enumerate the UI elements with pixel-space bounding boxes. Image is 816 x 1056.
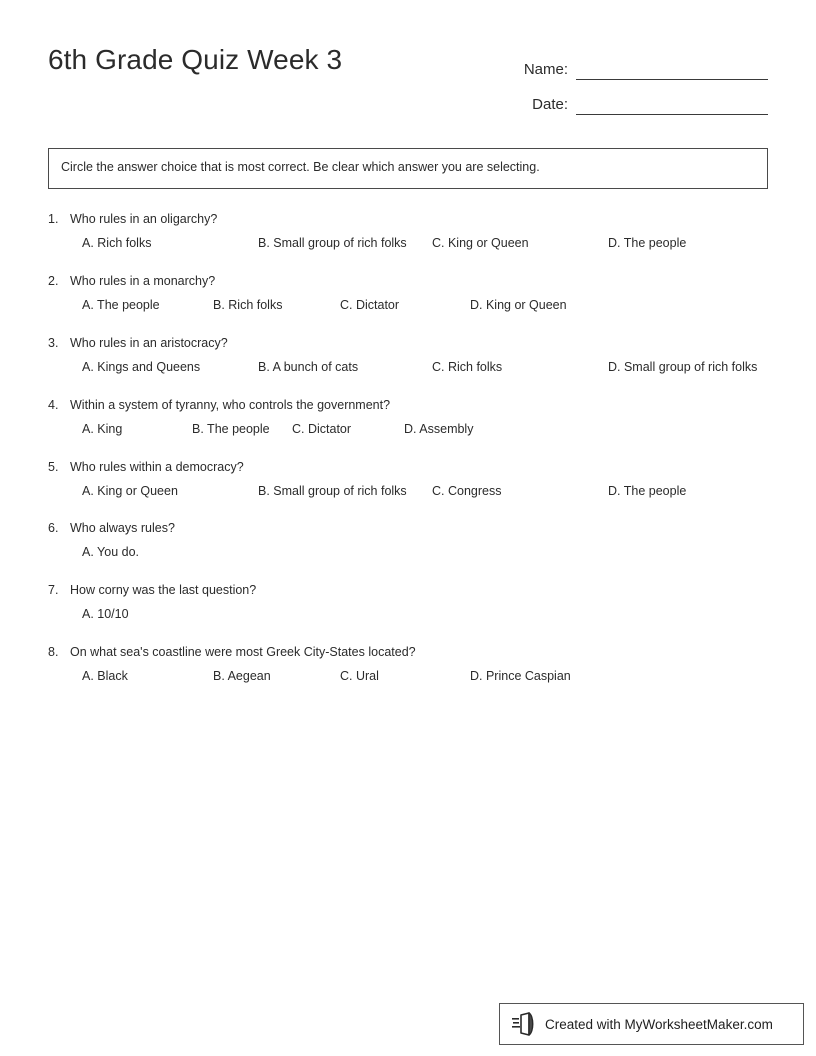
answer-options [48,606,778,623]
answer-option-label: D. King or Queen [470,297,567,312]
answer-option[interactable] [608,235,768,252]
answer-option-label: B. Small group of rich folks [258,483,407,498]
answer-option-label: A. 10/10 [82,607,129,622]
answer-option[interactable] [470,668,630,685]
answer-option[interactable] [432,235,608,252]
answer-option[interactable] [192,421,292,438]
answer-option-label: D. Small group of rich folks [608,359,758,374]
question-item [48,645,778,685]
question-number: 2. [48,273,59,288]
answer-options [48,421,778,438]
answer-options [48,297,778,314]
answer-option[interactable] [470,297,630,314]
question-text: Who rules in an oligarchy? [70,212,218,226]
answer-option[interactable] [213,297,340,314]
answer-option[interactable] [608,483,768,500]
answer-option[interactable] [258,359,432,376]
question-item [48,336,778,376]
question-item [48,460,778,500]
question-number: 3. [48,335,59,350]
answer-option-label: A. King [82,421,123,436]
question-prompt [48,583,778,597]
answer-option-label: A. The people [82,297,160,312]
instructions-box: Circle the answer choice that is most correct. Be clear which answer you are selecting. [48,148,768,189]
question-number: 8. [48,645,59,660]
answer-options [48,359,778,376]
answer-option[interactable] [82,606,322,623]
answer-option[interactable] [82,421,192,438]
question-text: Who rules within a democracy? [70,459,244,474]
date-label: Date: [532,96,568,113]
answer-option[interactable] [608,359,768,376]
question-item [48,274,778,314]
question-prompt [48,398,778,412]
question-number: 4. [48,397,59,412]
answer-option[interactable] [213,668,340,685]
answer-option[interactable] [82,359,258,376]
question-text: Who always rules? [70,521,175,536]
answer-option[interactable] [82,483,258,500]
answer-option-label: D. Assembly [404,421,474,436]
answer-option[interactable] [404,421,524,438]
answer-option[interactable] [432,359,608,376]
answer-option-label: C. Ural [340,669,379,684]
answer-option-label: A. Rich folks [82,236,152,250]
question-item [48,212,778,252]
answer-option-label: A. Kings and Queens [82,359,201,374]
answer-option-label: B. Aegean [213,669,271,684]
answer-option-label: C. Rich folks [432,359,503,374]
question-item [48,521,778,561]
question-text: On what sea's coastline were most Greek City-States located? [70,645,416,660]
answer-option-label: C. King or Queen [432,236,529,250]
question-text: Within a system of tyranny, who controls the government? [70,397,391,412]
answer-option[interactable] [340,297,470,314]
answer-option[interactable] [432,483,608,500]
worksheet-header [48,44,768,124]
question-number: 6. [48,521,59,536]
answer-option[interactable] [82,668,213,685]
answer-option[interactable] [292,421,404,438]
question-item [48,583,778,623]
answer-option-label: B. The people [192,421,270,436]
question-number: 1. [48,212,59,226]
footer-badge[interactable] [499,1003,804,1045]
answer-options [48,668,778,685]
name-input-line[interactable] [576,59,768,80]
answer-option[interactable] [340,668,470,685]
question-number: 5. [48,459,59,474]
question-text: How corny was the last question? [70,583,257,598]
answer-option[interactable] [82,544,322,561]
question-number: 7. [48,583,59,598]
answer-option-label: A. King or Queen [82,483,178,498]
question-item [48,398,778,438]
answer-option-label: A. Black [82,669,128,684]
answer-option[interactable] [82,297,213,314]
question-prompt [48,336,778,350]
answer-option[interactable] [258,235,432,252]
question-prompt [48,521,778,535]
answer-option-label: C. Dictator [292,421,352,436]
questions-list [48,212,778,707]
answer-option[interactable] [82,235,258,252]
answer-option-label: B. Rich folks [213,297,283,312]
footer-badge-label: Created with MyWorksheetMaker.com [545,1016,773,1032]
answer-option[interactable] [258,483,432,500]
question-prompt [48,212,778,226]
question-prompt [48,645,778,659]
date-input-line[interactable] [576,94,768,115]
answer-option-label: D. The people [608,483,687,498]
answer-option-label: D. The people [608,236,687,250]
question-prompt [48,274,778,288]
name-label: Name: [523,61,568,78]
answer-option-label: A. You do. [82,545,140,560]
question-prompt [48,460,778,474]
answer-options [48,483,778,500]
answer-option-label: D. Prince Caspian [470,669,571,684]
date-row [496,83,768,115]
answer-option-label: B. A bunch of cats [258,359,359,374]
question-text: Who rules in an aristocracy? [70,335,228,350]
name-date-block [496,48,768,118]
answer-option-label: C. Dictator [340,297,400,312]
answer-options [48,544,778,561]
answer-option-label: B. Small group of rich folks [258,236,407,250]
answer-option-label: C. Congress [432,483,502,498]
answer-options [48,235,778,252]
page-title: 6th Grade Quiz Week 3 [48,44,343,75]
name-row [496,48,768,80]
flying-page-icon [512,1012,538,1036]
question-text: Who rules in a monarchy? [70,273,216,288]
